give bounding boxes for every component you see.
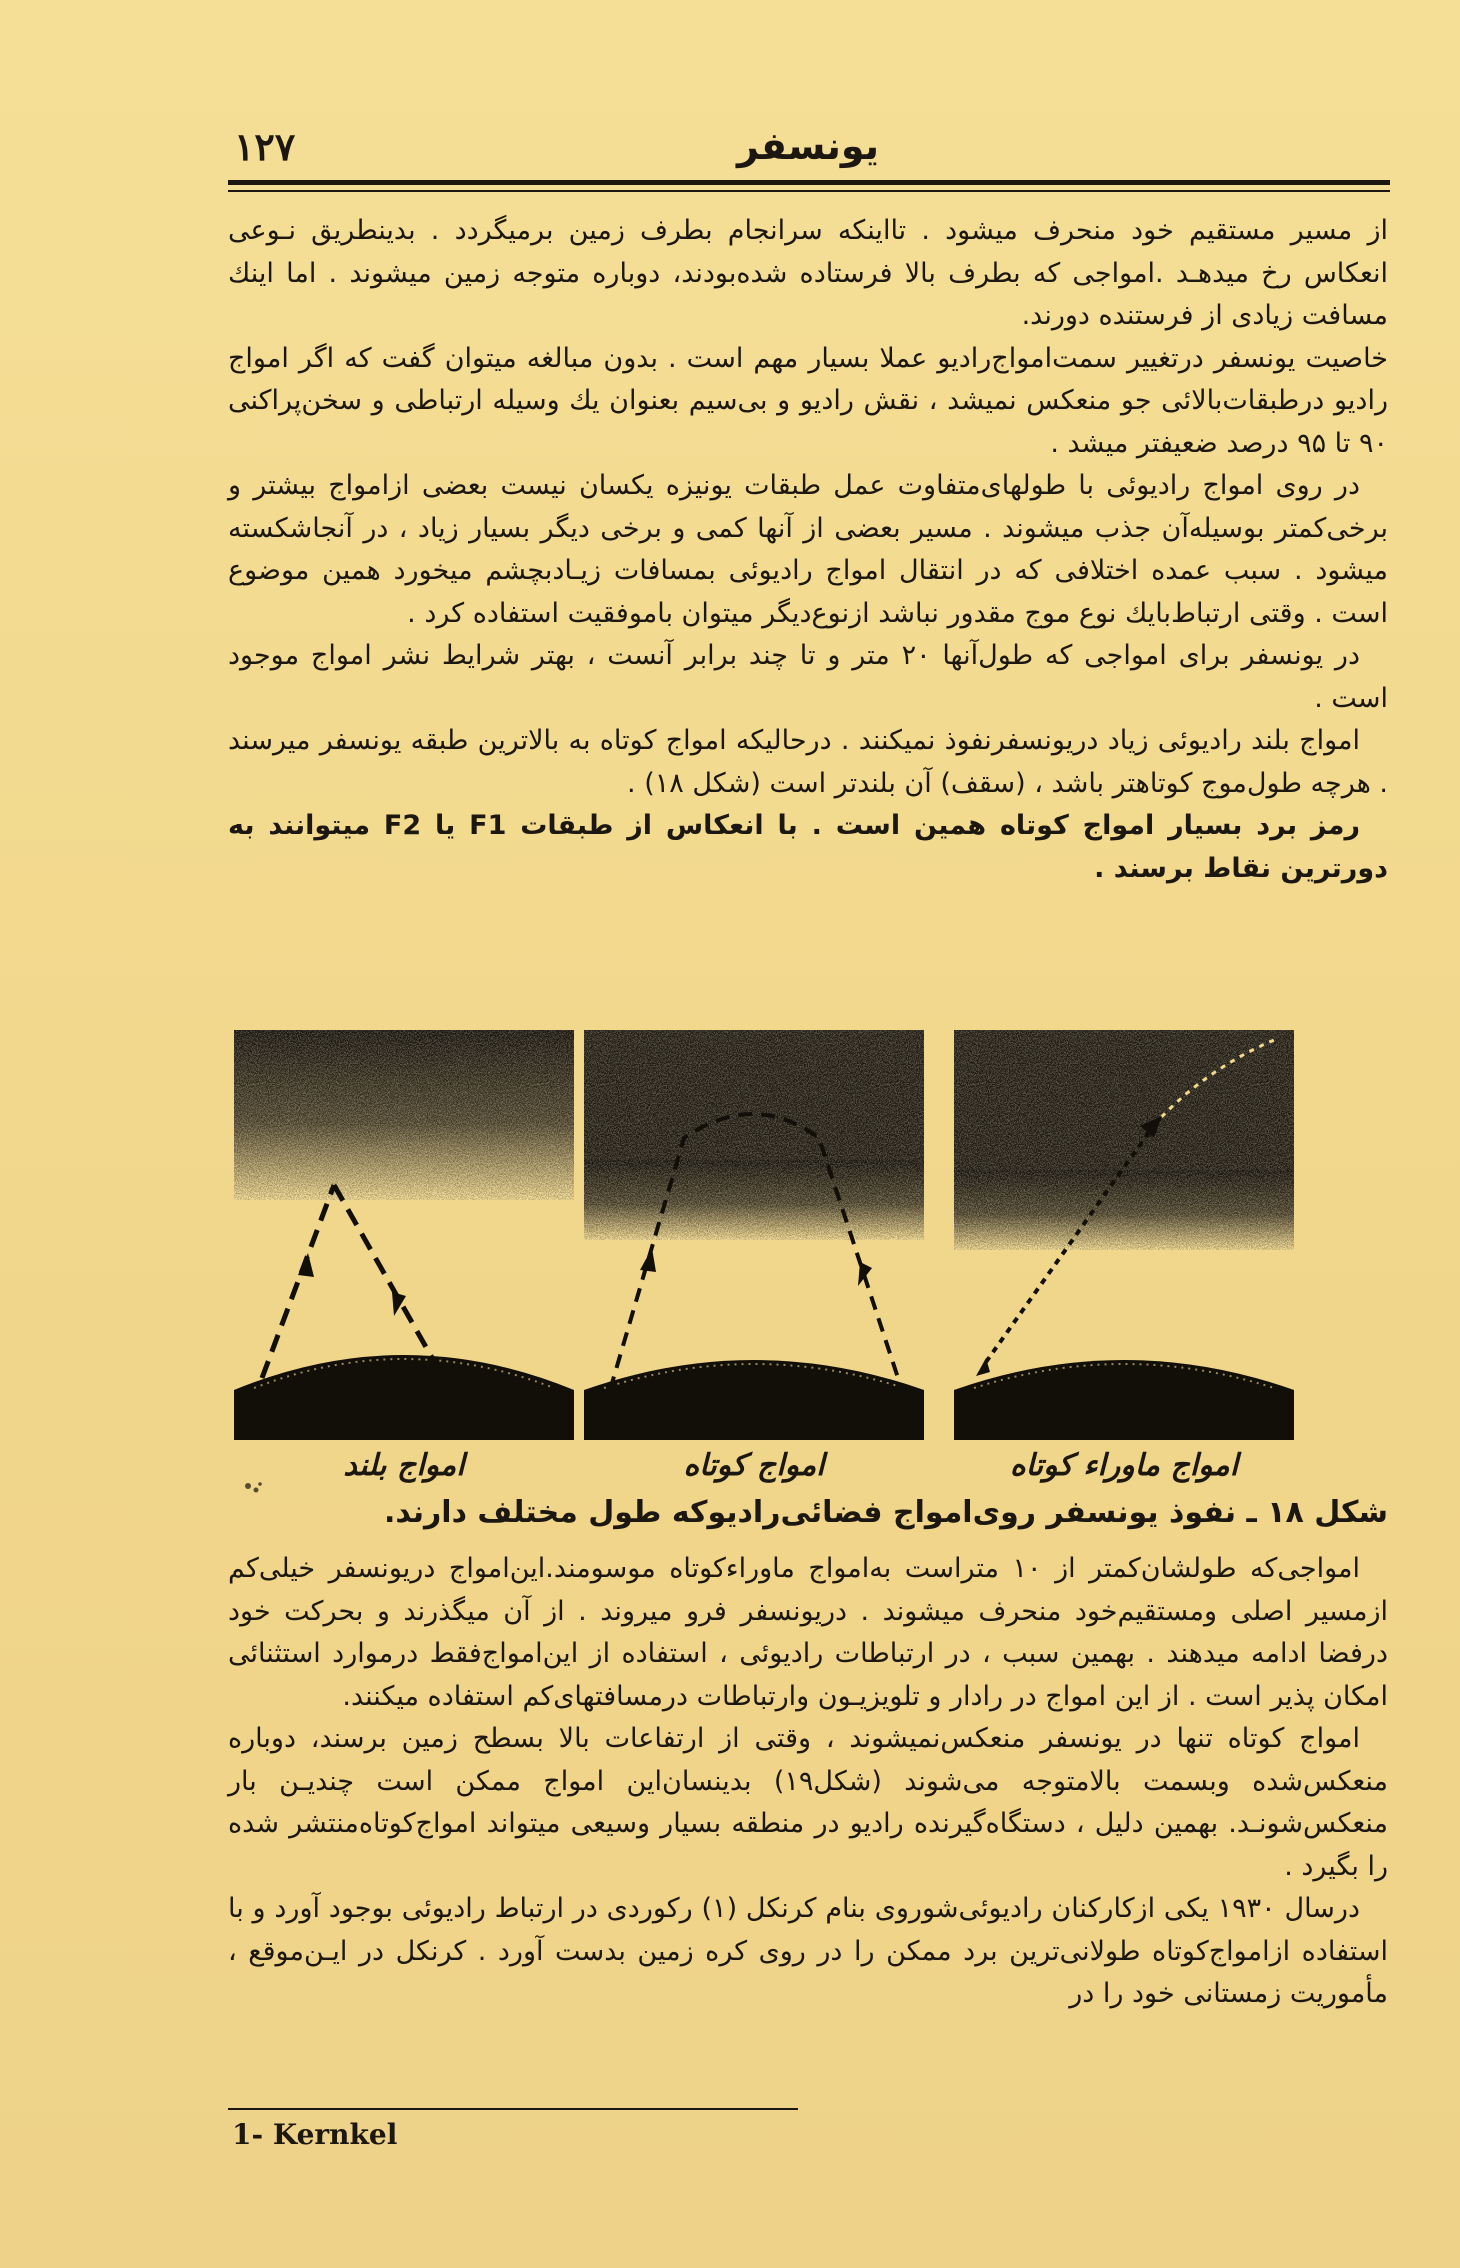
panel-ultrashort-waves — [954, 1030, 1294, 1483]
panel-label-long: امواج بلند — [343, 1448, 465, 1483]
footnote-rule — [228, 2108, 798, 2110]
paragraph: خاصیت یونسفر درتغییر سمت‌امواج‌رادیو عملا بسیار مهم است . بدون مبالغه میتوان گفت که اگر امواج رادیو درطبقات‌بالائی جو منعکس نمیشد ، نقش رادیو و بی‌سیم بعنوان یك وسیله ارتباطی و سخن‌پراکنی ۹۰ تا ۹۵ درصد ضعیفتر میشد . — [228, 342, 1388, 459]
long-waves-diagram — [234, 1030, 574, 1440]
paragraph: امواج کوتاه تنها در یونسفر منعکس‌نمیشوند ، وقتی از ارتفاعات بالا بسطح زمین برسند، دوباره منعکس‌شده وبسمت بالامتوجه می‌شوند (شکل۱۹) بدینسان‌این امواج ممکن است چندیـن بار منعکس‌شونـد. بهمین دلیل ، دستگاه‌گیرنده رادیو در منطقه بسیار وسیعی میتواند امواج‌کوتاه‌منتشر شده را بگیرد . — [228, 1723, 1388, 1882]
paragraph: امواج بلند رادیوئی زیاد دریونسفرنفوذ نمیکنند . درحالیکه امواج کوتاه به بالاترین طبقه یونسفر میرسند . هرچه طول‌موج کوتاهتر باشد ، (سقف) آن بلندتر است (شکل ۱۸) . — [228, 725, 1388, 799]
panel-long-waves — [234, 1030, 574, 1483]
header-rule-thin — [228, 190, 1390, 192]
header-rule-thick — [228, 180, 1390, 185]
paragraph: از مسیر مستقیم خود منحرف میشود . تااینکه سرانجام بطرف زمین برمیگردد . بدینطریق نـوعی انعکاس رخ میدهـد .امواجی که بطرف بالا فرستاده شده‌بودند، دوباره متوجه زمین میشوند . اما اینك مسافت زیادی از فرستنده دورند. — [228, 215, 1388, 331]
paragraph: در روی امواج رادیوئی با طولهای‌متفاوت عمل طبقات یونیزه یکسان نیست بعضی ازامواج بیشتر و برخی‌کمتر بوسیله‌آن جذب میشوند . مسیر بعضی از آنها کمی و برخی دیگر بسیار زیاد ، در آنجاشکسته میشود . سبب عمده اختلافی که در انتقال امواج رادیوئی بمسافات زیـادبچشم میخورد همین موضوع است . وقتی ارتباط‌بایك نوع موج مقدور نباشد ازنوع‌دیگر میتوان باموفقیت استفاده کرد . — [228, 470, 1388, 629]
panel-short-waves — [584, 1030, 924, 1483]
figure-ionosphere-waves — [228, 1030, 1388, 1490]
page-header — [228, 120, 1388, 180]
footnote: 1- Kernkel — [232, 2118, 398, 2151]
ultrashort-waves-diagram — [954, 1030, 1294, 1440]
body-text-bottom — [228, 1548, 1388, 2016]
panel-label-short: امواج کوتاه — [683, 1448, 825, 1483]
paragraph: درسال ۱۹۳۰ یکی ازکارکنان رادیوئی‌شوروی بنام کرنکل (۱) رکوردی در ارتباط رادیوئی بوجود آورد و با استفاده ازامواج‌کوتاه طولانی‌ترین برد ممکن را در روی کره زمین بدست آورد . کرنکل در ایـن‌موقع ، مأموریت زمستانی خود را در — [228, 1893, 1388, 2009]
running-title: یونسفر — [736, 124, 880, 168]
short-waves-diagram — [584, 1030, 924, 1440]
paragraph: امواجی‌که طولشان‌کمتر از ۱۰ متراست به‌امواج ماوراءکوتاه موسومند.این‌امواج دریونسفر خیلی‌کم ازمسیر اصلی ومستقیم‌خود منحرف میشوند . دریونسفر فرو میروند . از آن میگذرند و بحرکت خود درفضا ادامه میدهند . بهمین سبب ، در ارتباطات رادیوئی ، استفاده از این‌امواج‌فقط درموارد استثنائی امکان پذیر است . از این امواج در رادار و تلویزیـون وارتباطات درمسافتهای‌کم استفاده میکنند. — [228, 1553, 1388, 1712]
page-number: ۱۲۷ — [234, 124, 296, 169]
figure-caption: شکل ۱۸ ـ نفوذ یونسفر روی‌امواج فضائی‌رادیوکه طول مختلف دارند. — [384, 1495, 1388, 1530]
paragraph: رمز برد بسیار امواج کوتاه همین است . با انعکاس از طبقات F1 یا F2 میتوانند به دورترین نقاط برسند . — [228, 810, 1388, 884]
paragraph: در یونسفر برای امواجی که طول‌آنها ۲۰ متر و تا چند برابر آنست ، بهتر شرایط نشر امواج موجود است . — [228, 640, 1388, 714]
panel-label-ultrashort: امواج ماوراء کوتاه — [1009, 1448, 1239, 1483]
body-text-top — [228, 210, 1388, 890]
